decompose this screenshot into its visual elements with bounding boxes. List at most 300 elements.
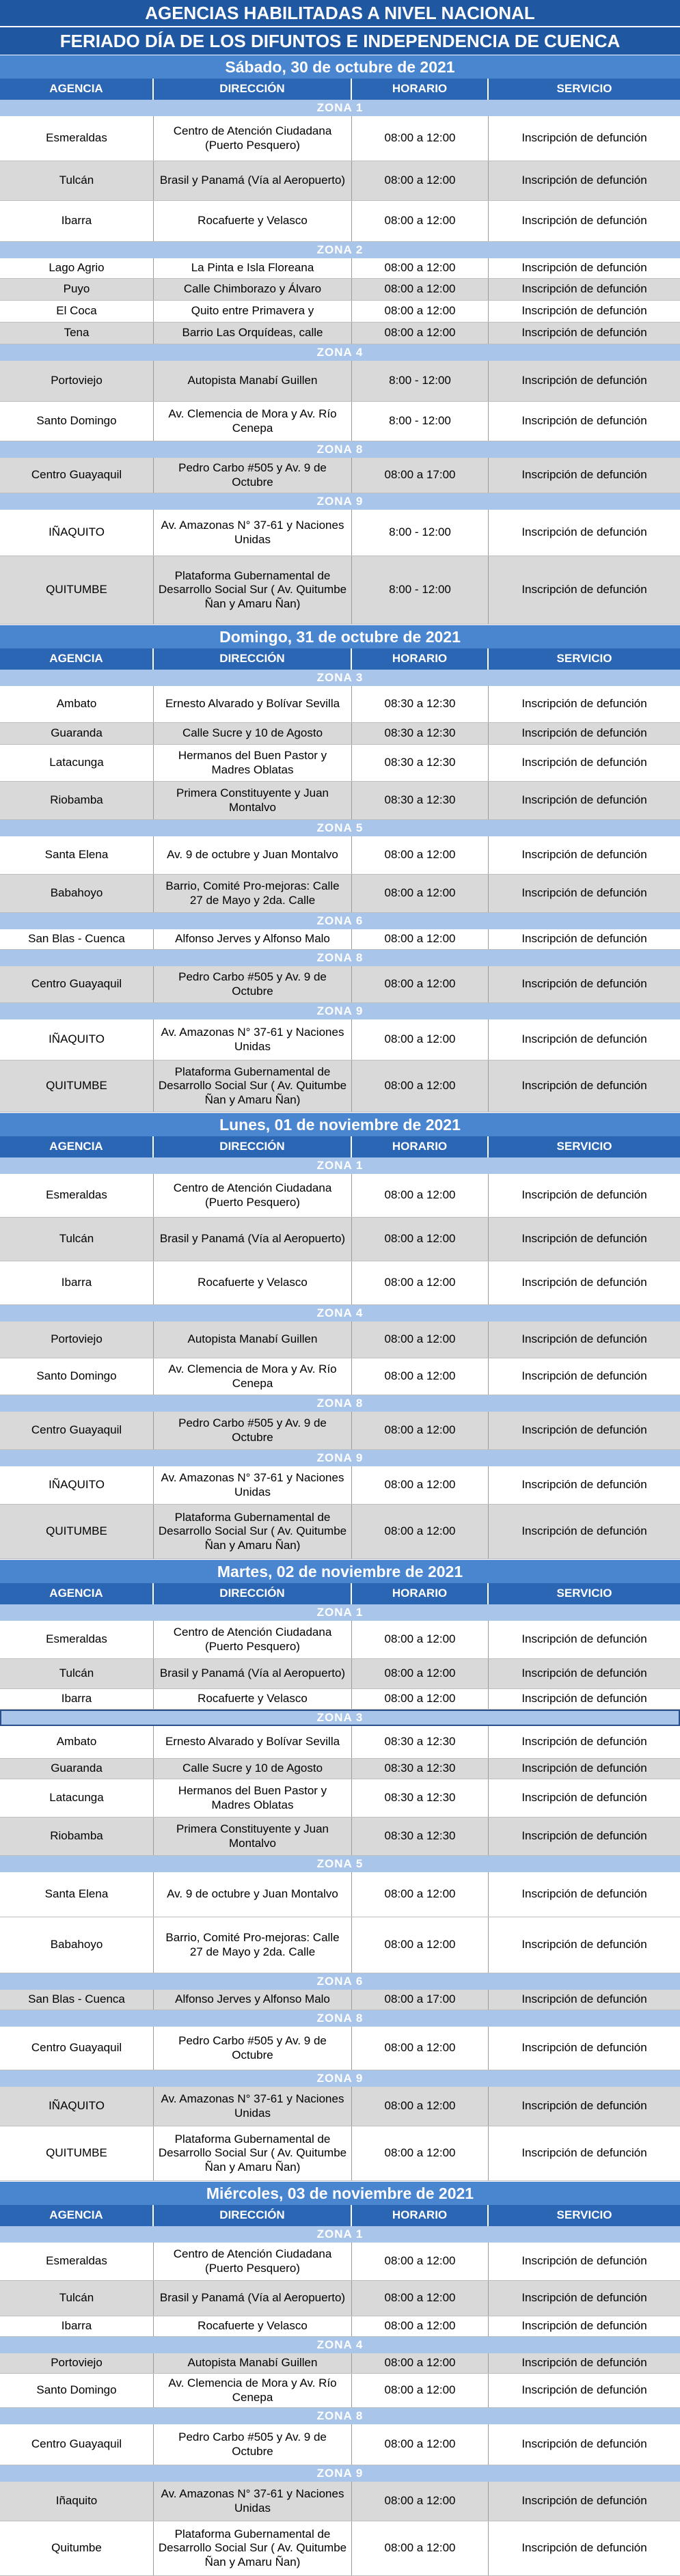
agency-cell: El Coca — [0, 301, 154, 322]
hours-cell: 08:00 a 12:00 — [352, 966, 489, 1002]
agency-cell: Ambato — [0, 1726, 154, 1758]
table-row — [0, 402, 680, 441]
zone-header: ZONA 1 — [0, 1157, 680, 1174]
service-cell: Inscripción de defunción — [521, 2254, 647, 2268]
address-cell: Centro de Atención Ciudadana (Puerto Pesquero) — [154, 116, 352, 161]
table-row — [0, 1358, 680, 1395]
service-cell: Inscripción de defunción — [521, 2319, 647, 2333]
agency-cell: Santo Domingo — [0, 1358, 154, 1395]
hours-cell: 08:30 a 12:30 — [352, 686, 489, 722]
agency-cell: Puyo — [0, 279, 154, 300]
hours-cell: 08:00 a 12:00 — [352, 1872, 489, 1917]
table-row — [0, 1990, 680, 2010]
zone-header: ZONA 3 — [0, 670, 680, 686]
zone-header: ZONA 5 — [0, 820, 680, 836]
agency-cell: Ibarra — [0, 1689, 154, 1709]
table-row — [0, 2126, 680, 2181]
address-cell: Pedro Carbo #505 y Av. 9 de Octubre — [154, 458, 352, 493]
agency-cell: Babahoyo — [0, 875, 154, 912]
service-cell: Inscripción de defunción — [521, 304, 647, 318]
table-row — [0, 875, 680, 913]
zone-header: ZONA 6 — [0, 1973, 680, 1990]
address-cell: Av. Clemencia de Mora y Av. Río Cenepa — [154, 402, 352, 441]
table-row — [0, 301, 680, 323]
table-row — [0, 556, 680, 625]
column-header-hours: HORARIO — [352, 2205, 489, 2226]
zone-header: ZONA 8 — [0, 441, 680, 458]
table-row — [0, 1019, 680, 1060]
hours-cell: 08:30 a 12:30 — [352, 1726, 489, 1758]
hours-cell: 08:00 a 12:00 — [352, 1621, 489, 1658]
hours-cell: 08:00 a 12:00 — [352, 2027, 489, 2070]
table-row — [0, 1689, 680, 1710]
agency-cell: IÑAQUITO — [0, 510, 154, 556]
hours-cell: 08:00 a 12:00 — [352, 258, 489, 278]
table-row — [0, 1174, 680, 1218]
zone-header: ZONA 1 — [0, 2226, 680, 2243]
agency-cell: San Blas - Cuenca — [0, 929, 154, 949]
service-cell: Inscripción de defunción — [521, 525, 647, 539]
hours-cell: 08:00 a 12:00 — [352, 1174, 489, 1217]
schedule-table — [0, 55, 680, 2576]
column-header-service: SERVICIO — [556, 2208, 612, 2222]
service-cell: Inscripción de defunción — [521, 1478, 647, 1492]
table-row — [0, 258, 680, 279]
table-row — [0, 1412, 680, 1450]
address-cell: Hermanos del Buen Pastor y Madres Oblatas — [154, 1779, 352, 1817]
service-cell: Inscripción de defunción — [521, 1079, 647, 1093]
agency-cell: Santo Domingo — [0, 2374, 154, 2407]
service-cell: Inscripción de defunción — [521, 1667, 647, 1680]
address-cell: Centro de Atención Ciudadana (Puerto Pesquero) — [154, 2243, 352, 2280]
address-cell: Av. Amazonas N° 37-61 y Naciones Unidas — [154, 1019, 352, 1060]
service-cell: Inscripción de defunción — [521, 1369, 647, 1383]
agency-cell: Guaranda — [0, 723, 154, 744]
address-cell: Calle Sucre y 10 de Agosto — [154, 1759, 352, 1779]
service-cell: Inscripción de defunción — [521, 131, 647, 145]
service-cell: Inscripción de defunción — [521, 1829, 647, 1843]
column-header-service: SERVICIO — [556, 652, 612, 666]
table-row — [0, 2521, 680, 2576]
agency-cell: Lago Agrio — [0, 258, 154, 278]
table-row — [0, 1218, 680, 1261]
table-row — [0, 2374, 680, 2408]
agency-cell: Centro Guayaquil — [0, 1412, 154, 1449]
day-header: Martes, 02 de noviembre de 2021 — [0, 1559, 680, 1583]
agency-cell: Latacunga — [0, 1779, 154, 1817]
agency-cell: Ibarra — [0, 201, 154, 241]
table-row — [0, 782, 680, 820]
address-cell: Brasil y Panamá (Vía al Aeropuerto) — [154, 161, 352, 200]
hours-cell: 08:00 a 12:00 — [352, 2482, 489, 2521]
address-cell: Ernesto Alvarado y Bolívar Sevilla — [154, 686, 352, 722]
column-header-row — [0, 1583, 680, 1604]
address-cell: Plataforma Gubernamental de Desarrollo Social Sur ( Av. Quitumbe Ñan y Amaru Ñan) — [154, 2126, 352, 2180]
agency-cell: IÑAQUITO — [0, 1019, 154, 1060]
agency-cell: IÑAQUITO — [0, 2087, 154, 2126]
page-title: AGENCIAS HABILITADAS A NIVEL NACIONAL — [0, 0, 680, 27]
agency-cell: Portoviejo — [0, 1321, 154, 1358]
address-cell: Autopista Manabí Guillen — [154, 361, 352, 401]
hours-cell: 08:00 a 12:00 — [352, 929, 489, 949]
hours-cell: 08:00 a 12:00 — [352, 1505, 489, 1559]
address-cell: Alfonso Jerves y Alfonso Malo — [154, 929, 352, 949]
hours-cell: 08:30 a 12:30 — [352, 723, 489, 744]
hours-cell: 08:00 a 12:00 — [352, 2521, 489, 2575]
address-cell: Av. Amazonas N° 37-61 y Naciones Unidas — [154, 2482, 352, 2521]
zone-header: ZONA 8 — [0, 1395, 680, 1412]
address-cell: Plataforma Gubernamental de Desarrollo Social Sur ( Av. Quitumbe Ñan y Amaru Ñan) — [154, 1505, 352, 1559]
zone-header: ZONA 8 — [0, 2408, 680, 2424]
agency-cell: Tulcán — [0, 2281, 154, 2316]
table-row — [0, 2243, 680, 2281]
zone-header: ZONA 8 — [0, 950, 680, 966]
address-cell: Pedro Carbo #505 y Av. 9 de Octubre — [154, 2424, 352, 2465]
hours-cell: 08:30 a 12:30 — [352, 1779, 489, 1817]
service-cell: Inscripción de defunción — [521, 1632, 647, 1646]
agency-cell: Tena — [0, 323, 154, 344]
hours-cell: 08:00 a 12:00 — [352, 201, 489, 241]
zone-header: ZONA 9 — [0, 2070, 680, 2087]
service-cell: Inscripción de defunción — [521, 2146, 647, 2160]
address-cell: Av. Clemencia de Mora y Av. Río Cenepa — [154, 2374, 352, 2407]
agency-cell: Tulcán — [0, 1218, 154, 1261]
service-cell: Inscripción de defunción — [521, 1692, 647, 1705]
service-cell: Inscripción de defunción — [521, 282, 647, 296]
address-cell: Av. 9 de octubre y Juan Montalvo — [154, 836, 352, 874]
hours-cell: 08:00 a 12:00 — [352, 1218, 489, 1261]
table-row — [0, 2087, 680, 2126]
column-header-service: SERVICIO — [556, 1587, 612, 1600]
service-cell: Inscripción de defunción — [521, 583, 647, 597]
column-header-agency: AGENCIA — [0, 648, 154, 670]
service-cell: Inscripción de defunción — [521, 756, 647, 769]
table-row — [0, 1261, 680, 1305]
service-cell: Inscripción de defunción — [521, 1332, 647, 1346]
agency-cell: Esmeraldas — [0, 2243, 154, 2280]
hours-cell: 08:00 a 17:00 — [352, 1990, 489, 2010]
address-cell: Pedro Carbo #505 y Av. 9 de Octubre — [154, 2027, 352, 2070]
zone-header: ZONA 4 — [0, 344, 680, 361]
table-row — [0, 2281, 680, 2316]
table-row — [0, 1466, 680, 1505]
agency-cell: Centro Guayaquil — [0, 2424, 154, 2465]
service-cell: Inscripción de defunción — [521, 214, 647, 228]
service-cell: Inscripción de defunción — [521, 468, 647, 482]
agency-cell: Portoviejo — [0, 2353, 154, 2373]
service-cell: Inscripción de defunción — [521, 1791, 647, 1805]
table-row — [0, 510, 680, 556]
hours-cell: 08:00 a 12:00 — [352, 2424, 489, 2465]
address-cell: Centro de Atención Ciudadana (Puerto Pesquero) — [154, 1621, 352, 1658]
table-row — [0, 116, 680, 161]
service-cell: Inscripción de defunción — [521, 1762, 647, 1775]
service-cell: Inscripción de defunción — [521, 1423, 647, 1437]
address-cell: Av. Amazonas N° 37-61 y Naciones Unidas — [154, 510, 352, 556]
agency-cell: Esmeraldas — [0, 1621, 154, 1658]
agency-cell: Esmeraldas — [0, 116, 154, 161]
hours-cell: 08:00 a 12:00 — [352, 1689, 489, 1709]
address-cell: Pedro Carbo #505 y Av. 9 de Octubre — [154, 966, 352, 1002]
column-header-agency: AGENCIA — [0, 79, 154, 100]
address-cell: Rocafuerte y Velasco — [154, 1689, 352, 1709]
column-header-row — [0, 648, 680, 670]
hours-cell: 08:00 a 12:00 — [352, 2281, 489, 2316]
table-row — [0, 1621, 680, 1659]
zone-header: ZONA 4 — [0, 1305, 680, 1321]
agency-cell: San Blas - Cuenca — [0, 1990, 154, 2010]
hours-cell: 08:00 a 12:00 — [352, 1261, 489, 1304]
table-row — [0, 966, 680, 1003]
hours-cell: 08:00 a 12:00 — [352, 1412, 489, 1449]
hours-cell: 08:00 a 12:00 — [352, 161, 489, 200]
column-header-agency: AGENCIA — [0, 2205, 154, 2226]
table-row — [0, 686, 680, 723]
zone-header: ZONA 9 — [0, 493, 680, 510]
address-cell: Hermanos del Buen Pastor y Madres Oblatas — [154, 745, 352, 781]
agency-cell: Riobamba — [0, 782, 154, 819]
address-cell: Autopista Manabí Guillen — [154, 1321, 352, 1358]
table-row — [0, 458, 680, 493]
service-cell: Inscripción de defunción — [521, 2041, 647, 2055]
agency-cell: Centro Guayaquil — [0, 458, 154, 493]
service-cell: Inscripción de defunción — [521, 697, 647, 711]
hours-cell: 08:00 a 12:00 — [352, 2243, 489, 2280]
hours-cell: 08:00 a 12:00 — [352, 279, 489, 300]
table-row — [0, 1726, 680, 1759]
hours-cell: 08:00 a 17:00 — [352, 458, 489, 493]
table-row — [0, 279, 680, 301]
service-cell: Inscripción de defunción — [521, 2494, 647, 2508]
zone-header: ZONA 1 — [0, 1604, 680, 1621]
agency-cell: IÑAQUITO — [0, 1466, 154, 1504]
service-cell: Inscripción de defunción — [521, 1992, 647, 2006]
agency-cell: Tulcán — [0, 161, 154, 200]
zone-header: ZONA 5 — [0, 1856, 680, 1872]
zone-header: ZONA 4 — [0, 2337, 680, 2353]
hours-cell: 08:30 a 12:30 — [352, 1818, 489, 1855]
table-row — [0, 1818, 680, 1856]
service-cell: Inscripción de defunción — [521, 848, 647, 862]
hours-cell: 08:00 a 12:00 — [352, 836, 489, 874]
agency-cell: Centro Guayaquil — [0, 2027, 154, 2070]
hours-cell: 08:00 a 12:00 — [352, 2353, 489, 2373]
zone-header: ZONA 6 — [0, 913, 680, 929]
address-cell: Rocafuerte y Velasco — [154, 1261, 352, 1304]
service-cell: Inscripción de defunción — [521, 1524, 647, 1538]
address-cell: Barrio Las Orquídeas, calle — [154, 323, 352, 344]
agency-cell: Latacunga — [0, 745, 154, 781]
service-cell: Inscripción de defunción — [521, 2541, 647, 2555]
table-row — [0, 2424, 680, 2465]
column-header-hours: HORARIO — [352, 648, 489, 670]
column-header-hours: HORARIO — [352, 1583, 489, 1604]
address-cell: Barrio, Comité Pro-mejoras: Calle 27 de Mayo y 2da. Calle — [154, 875, 352, 912]
hours-cell: 08:00 a 12:00 — [352, 2087, 489, 2126]
address-cell: Rocafuerte y Velasco — [154, 2316, 352, 2336]
agency-cell: Centro Guayaquil — [0, 966, 154, 1002]
hours-cell: 08:00 a 12:00 — [352, 2374, 489, 2407]
hours-cell: 08:00 a 12:00 — [352, 1358, 489, 1395]
table-row — [0, 161, 680, 201]
address-cell: Rocafuerte y Velasco — [154, 201, 352, 241]
hours-cell: 08:00 a 12:00 — [352, 1659, 489, 1688]
service-cell: Inscripción de defunción — [521, 977, 647, 991]
agency-cell: Riobamba — [0, 1818, 154, 1855]
hours-cell: 08:00 a 12:00 — [352, 1917, 489, 1973]
address-cell: Brasil y Panamá (Vía al Aeropuerto) — [154, 1218, 352, 1261]
address-cell: La Pinta e Isla Floreana — [154, 258, 352, 278]
address-cell: Quito entre Primavera y — [154, 301, 352, 322]
service-cell: Inscripción de defunción — [521, 1276, 647, 1289]
address-cell: Pedro Carbo #505 y Av. 9 de Octubre — [154, 1412, 352, 1449]
column-header-agency: AGENCIA — [0, 1583, 154, 1604]
hours-cell: 08:30 a 12:30 — [352, 1759, 489, 1779]
zone-header: ZONA 9 — [0, 1450, 680, 1466]
hours-cell: 08:00 a 12:00 — [352, 116, 489, 161]
table-row — [0, 1872, 680, 1917]
agency-cell: Babahoyo — [0, 1917, 154, 1973]
table-row — [0, 2027, 680, 2070]
column-header-service: SERVICIO — [556, 1140, 612, 1153]
agency-cell: Portoviejo — [0, 361, 154, 401]
hours-cell: 08:00 a 12:00 — [352, 323, 489, 344]
table-row — [0, 723, 680, 745]
service-cell: Inscripción de defunción — [521, 326, 647, 340]
service-cell: Inscripción de defunción — [521, 793, 647, 807]
day-header: Domingo, 31 de octubre de 2021 — [0, 625, 680, 648]
table-row — [0, 1759, 680, 1779]
agency-cell: Esmeraldas — [0, 1174, 154, 1217]
hours-cell: 8:00 - 12:00 — [352, 510, 489, 556]
service-cell: Inscripción de defunción — [521, 1887, 647, 1901]
hours-cell: 8:00 - 12:00 — [352, 402, 489, 441]
column-header-hours: HORARIO — [352, 1136, 489, 1157]
column-header-address: DIRECCIÓN — [154, 79, 352, 100]
agency-cell: Ibarra — [0, 2316, 154, 2336]
column-header-address: DIRECCIÓN — [154, 2205, 352, 2226]
agency-cell: QUITUMBE — [0, 556, 154, 624]
service-cell: Inscripción de defunción — [521, 726, 647, 740]
day-header: Lunes, 01 de noviembre de 2021 — [0, 1112, 680, 1136]
agency-cell: Santa Elena — [0, 1872, 154, 1917]
address-cell: Alfonso Jerves y Alfonso Malo — [154, 1990, 352, 2010]
table-row — [0, 1505, 680, 1559]
agency-cell: QUITUMBE — [0, 1505, 154, 1559]
table-row — [0, 1917, 680, 1973]
column-header-address: DIRECCIÓN — [154, 1136, 352, 1157]
day-section — [0, 55, 680, 625]
agency-cell: QUITUMBE — [0, 2126, 154, 2180]
hours-cell: 8:00 - 12:00 — [352, 361, 489, 401]
service-cell: Inscripción de defunción — [521, 261, 647, 275]
address-cell: Primera Constituyente y Juan Montalvo — [154, 1818, 352, 1855]
hours-cell: 08:00 a 12:00 — [352, 1321, 489, 1358]
address-cell: Av. Amazonas N° 37-61 y Naciones Unidas — [154, 2087, 352, 2126]
service-cell: Inscripción de defunción — [521, 1188, 647, 1202]
address-cell: Centro de Atención Ciudadana (Puerto Pesquero) — [154, 1174, 352, 1217]
table-row — [0, 1659, 680, 1689]
agency-cell: Ibarra — [0, 1261, 154, 1304]
service-cell: Inscripción de defunción — [521, 2099, 647, 2113]
zone-header: ZONA 9 — [0, 2465, 680, 2482]
day-section — [0, 1112, 680, 1559]
hours-cell: 08:00 a 12:00 — [352, 875, 489, 912]
address-cell: Ernesto Alvarado y Bolívar Sevilla — [154, 1726, 352, 1758]
table-row — [0, 2316, 680, 2337]
agency-cell: Quitumbe — [0, 2521, 154, 2575]
table-row — [0, 1779, 680, 1818]
service-cell: Inscripción de defunción — [521, 174, 647, 187]
address-cell: Brasil y Panamá (Vía al Aeropuerto) — [154, 2281, 352, 2316]
agency-cell: Santa Elena — [0, 836, 154, 874]
zone-header: ZONA 2 — [0, 242, 680, 258]
service-cell: Inscripción de defunción — [521, 374, 647, 387]
table-row — [0, 323, 680, 344]
service-cell: Inscripción de defunción — [521, 2356, 647, 2370]
agency-cell: Ambato — [0, 686, 154, 722]
zone-header: ZONA 9 — [0, 1003, 680, 1019]
column-header-row — [0, 2205, 680, 2226]
address-cell: Av. Clemencia de Mora y Av. Río Cenepa — [154, 1358, 352, 1395]
address-cell: Av. 9 de octubre y Juan Montalvo — [154, 1872, 352, 1917]
day-section — [0, 2181, 680, 2576]
column-header-address: DIRECCIÓN — [154, 648, 352, 670]
column-header-address: DIRECCIÓN — [154, 1583, 352, 1604]
page-subtitle: FERIADO DÍA DE LOS DIFUNTOS E INDEPENDENCIA DE CUENCA — [0, 27, 680, 55]
column-header-agency: AGENCIA — [0, 1136, 154, 1157]
table-row — [0, 1060, 680, 1112]
hours-cell: 08:00 a 12:00 — [352, 2316, 489, 2336]
column-header-hours: HORARIO — [352, 79, 489, 100]
service-cell: Inscripción de defunción — [521, 1735, 647, 1749]
agency-cell: Tulcán — [0, 1659, 154, 1688]
service-cell: Inscripción de defunción — [521, 1938, 647, 1951]
address-cell: Plataforma Gubernamental de Desarrollo Social Sur ( Av. Quitumbe Ñan y Amaru Ñan) — [154, 556, 352, 624]
agency-cell: Iñaquito — [0, 2482, 154, 2521]
zone-header: ZONA 3 — [0, 1710, 680, 1726]
day-section — [0, 1559, 680, 2181]
hours-cell: 08:00 a 12:00 — [352, 1019, 489, 1060]
column-header-row — [0, 79, 680, 100]
hours-cell: 08:00 a 12:00 — [352, 301, 489, 322]
table-row — [0, 1321, 680, 1358]
agency-cell: QUITUMBE — [0, 1060, 154, 1112]
address-cell: Calle Sucre y 10 de Agosto — [154, 723, 352, 744]
hours-cell: 08:30 a 12:30 — [352, 745, 489, 781]
column-header-row — [0, 1136, 680, 1157]
hours-cell: 8:00 - 12:00 — [352, 556, 489, 624]
zone-header: ZONA 8 — [0, 2010, 680, 2027]
table-row — [0, 929, 680, 950]
address-cell: Av. Amazonas N° 37-61 y Naciones Unidas — [154, 1466, 352, 1504]
service-cell: Inscripción de defunción — [521, 932, 647, 946]
service-cell: Inscripción de defunción — [521, 1232, 647, 1246]
table-row — [0, 2353, 680, 2374]
address-cell: Plataforma Gubernamental de Desarrollo Social Sur ( Av. Quitumbe Ñan y Amaru Ñan) — [154, 1060, 352, 1112]
day-section — [0, 625, 680, 1112]
address-cell: Brasil y Panamá (Vía al Aeropuerto) — [154, 1659, 352, 1688]
hours-cell: 08:30 a 12:30 — [352, 782, 489, 819]
service-cell: Inscripción de defunción — [521, 414, 647, 428]
agency-cell: Guaranda — [0, 1759, 154, 1779]
address-cell: Calle Chimborazo y Álvaro — [154, 279, 352, 300]
table-row — [0, 745, 680, 782]
table-row — [0, 361, 680, 402]
agency-cell: Santo Domingo — [0, 402, 154, 441]
zone-header: ZONA 1 — [0, 100, 680, 116]
table-row — [0, 201, 680, 242]
